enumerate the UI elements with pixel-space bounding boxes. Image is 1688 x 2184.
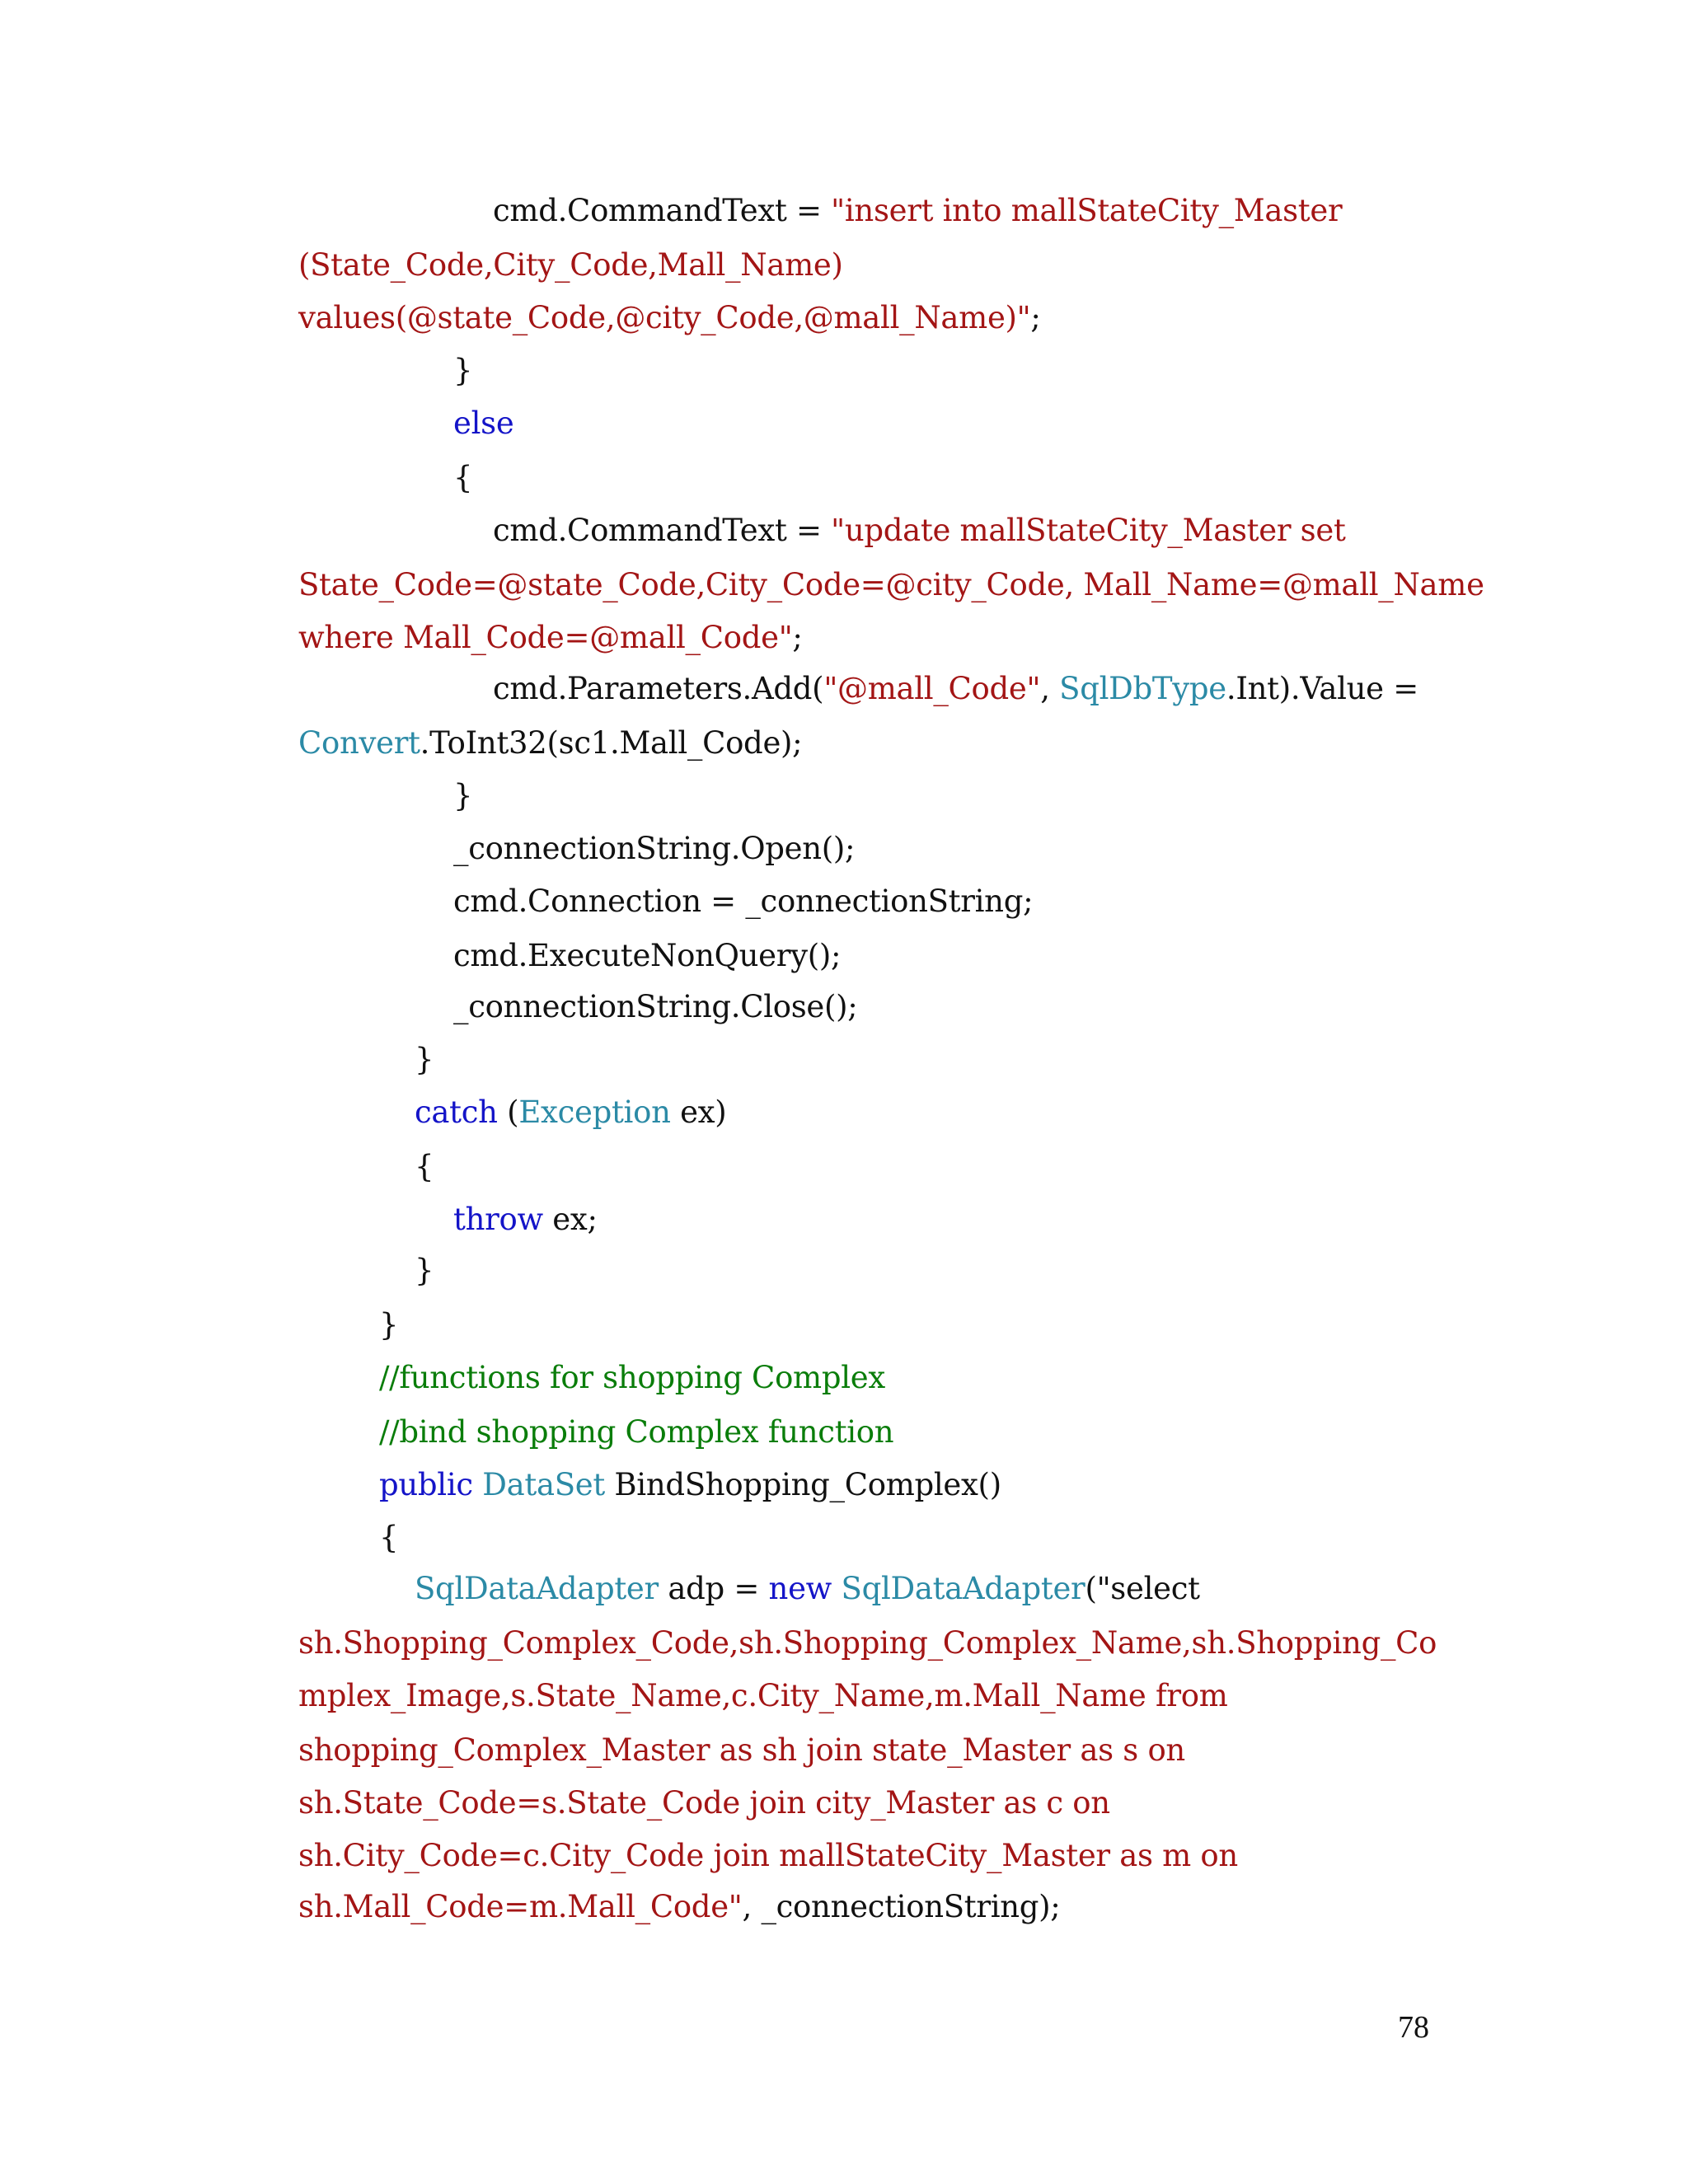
code-line <box>493 669 1418 709</box>
code-token: } <box>453 353 473 388</box>
code-token: //functions for shopping Complex <box>379 1360 885 1395</box>
code-token: } <box>379 1307 399 1343</box>
code-token <box>832 1571 841 1606</box>
code-token: } <box>415 1042 434 1077</box>
code-token: { <box>379 1520 399 1555</box>
code-line <box>453 458 472 498</box>
code-token: ("select <box>1085 1571 1200 1606</box>
code-line <box>298 724 802 763</box>
code-token: { <box>453 460 473 495</box>
code-token: cmd.Parameters.Add( <box>493 671 824 706</box>
code-token: mplex_Image,s.State_Name,c.City_Name,m.Mall_Name from <box>298 1678 1228 1713</box>
code-line <box>379 1413 893 1452</box>
code-line <box>298 1731 1185 1770</box>
code-line <box>453 882 1033 921</box>
code-token: Exception <box>518 1094 671 1130</box>
code-token: //bind shopping Complex function <box>379 1414 894 1450</box>
code-token: _connectionString.Open(); <box>453 831 856 866</box>
code-token: public <box>379 1467 473 1502</box>
code-token: ( <box>497 1094 519 1130</box>
code-line <box>298 1836 1238 1876</box>
code-line <box>453 404 513 443</box>
code-line <box>298 565 1484 605</box>
code-token: State_Code=@state_Code,City_Code=@city_Code, Mall_Name=@mall_Name <box>298 567 1484 602</box>
code-token: sh.Shopping_Complex_Code,sh.Shopping_Complex_Name,sh.Shopping_Co <box>298 1625 1437 1661</box>
code-line <box>453 1200 598 1240</box>
code-token: ex) <box>670 1094 727 1130</box>
code-token: _connectionString.Close(); <box>453 989 858 1024</box>
code-line <box>453 776 472 816</box>
code-token: values(@state_Code,@city_Code,@mall_Name)" <box>298 300 1031 335</box>
code-line <box>298 1676 1228 1716</box>
code-token: , <box>1040 671 1060 706</box>
code-line <box>415 1251 434 1291</box>
code-line <box>453 936 841 976</box>
code-token: .ToInt32(sc1.Mall_Code); <box>420 725 803 761</box>
code-token: } <box>453 778 473 813</box>
code-token: ; <box>792 620 803 655</box>
code-token: { <box>415 1149 434 1184</box>
code-token: BindShopping_Complex() <box>604 1467 1001 1502</box>
code-line <box>298 246 843 285</box>
code-token: SqlDataAdapter <box>841 1571 1085 1606</box>
code-token: "insert into mallStateCity_Master <box>831 193 1343 228</box>
code-line <box>298 1783 1110 1823</box>
code-token: shopping_Complex_Master as sh join state_Master as s on <box>298 1732 1185 1768</box>
code-line <box>298 1624 1437 1663</box>
code-token: "@mall_Code" <box>823 671 1041 706</box>
code-line <box>453 829 855 869</box>
code-line <box>379 1465 1001 1505</box>
code-token: cmd.CommandText = <box>493 513 832 548</box>
code-token: ex; <box>542 1202 598 1237</box>
code-token: (State_Code,City_Code,Mall_Name) <box>298 247 843 283</box>
code-line <box>298 1887 1060 1927</box>
code-token: else <box>453 405 514 441</box>
code-line <box>453 987 857 1027</box>
code-token: } <box>415 1253 434 1288</box>
code-token: DataSet <box>482 1467 605 1502</box>
code-line <box>493 511 1346 551</box>
code-token: sh.City_Code=c.City_Code join mallStateCity_Master as m on <box>298 1838 1238 1873</box>
code-token: catch <box>415 1094 498 1130</box>
code-token: adp = <box>658 1571 769 1606</box>
code-line <box>415 1040 434 1080</box>
code-line <box>298 618 803 658</box>
code-token: "update mallStateCity_Master set <box>831 513 1346 548</box>
code-token: .Int).Value = <box>1226 671 1418 706</box>
code-token: , _connectionString); <box>742 1889 1061 1924</box>
code-token <box>473 1467 482 1502</box>
code-line <box>493 191 1342 231</box>
code-token: sh.State_Code=s.State_Code join city_Master as c on <box>298 1785 1110 1821</box>
code-token: cmd.CommandText = <box>493 193 832 228</box>
code-line <box>415 1569 1200 1609</box>
code-line <box>379 1358 885 1398</box>
code-token: sh.Mall_Code=m.Mall_Code" <box>298 1889 743 1924</box>
code-token: cmd.ExecuteNonQuery(); <box>453 938 842 973</box>
code-token: Convert <box>298 725 420 761</box>
code-line <box>453 351 472 391</box>
code-token: new <box>768 1571 832 1606</box>
code-line <box>415 1147 434 1187</box>
code-token: throw <box>453 1202 543 1237</box>
code-token: where Mall_Code=@mall_Code" <box>298 620 793 655</box>
code-token: ; <box>1030 300 1041 335</box>
code-token: SqlDbType <box>1059 671 1226 706</box>
code-line <box>379 1518 398 1558</box>
code-line <box>415 1093 726 1132</box>
code-line <box>379 1305 398 1345</box>
code-token: cmd.Connection = _connectionString; <box>453 883 1034 919</box>
code-token: SqlDataAdapter <box>415 1571 659 1606</box>
page-number: 78 <box>1398 2010 1429 2045</box>
code-line <box>298 298 1041 338</box>
